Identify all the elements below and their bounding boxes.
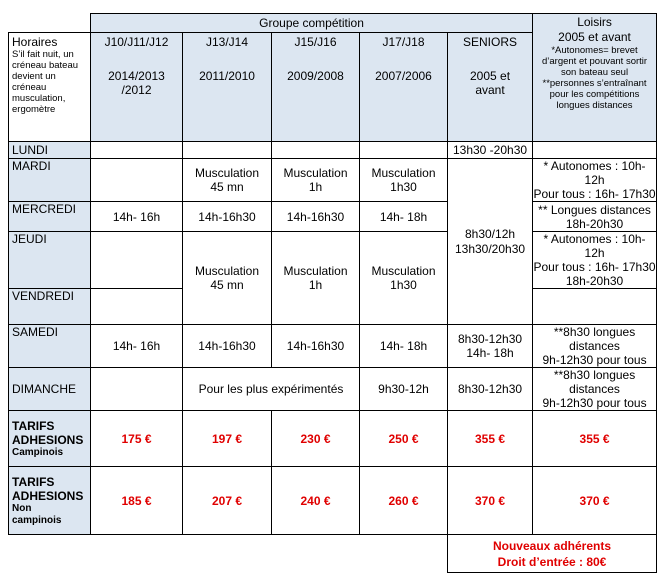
col-header-j13	[183, 33, 272, 142]
day-samedi: SAMEDI	[9, 325, 91, 368]
price-campinois-j15: 230 €	[272, 411, 360, 467]
mer-j13: 14h-16h30	[183, 202, 272, 232]
price-campinois-seniors: 355 €	[448, 411, 533, 467]
price-non-campinois-j10: 185 €	[91, 467, 183, 535]
day-vendredi: VENDREDI	[9, 289, 91, 325]
tarif-label: TARIFS	[12, 418, 55, 433]
empty	[360, 535, 448, 573]
lundi-seniors: 13h30 -20h30	[448, 142, 533, 159]
seniors-week	[448, 159, 533, 325]
loisirs-line: Pour tous : 16h- 17h30	[533, 260, 656, 274]
loisirs-line: Pour tous : 16h- 17h30	[533, 187, 656, 201]
price-campinois-j13: 197 €	[183, 411, 272, 467]
mer-j15: 14h-16h30	[272, 202, 360, 232]
muscu-label: Musculation	[283, 264, 348, 278]
cell	[183, 142, 272, 159]
jeu-ven-j13-muscu	[183, 232, 272, 325]
price-non-campinois-j13: 207 €	[183, 467, 272, 535]
dim-experts: Pour les plus expérimentés	[183, 368, 360, 411]
col-years: 2005 et	[469, 69, 511, 83]
empty-corner	[9, 14, 91, 33]
day-mercredi: MERCREDI	[9, 202, 91, 232]
sam-seniors	[448, 325, 533, 368]
price-campinois-loisirs: 355 €	[533, 411, 657, 467]
tarif-campinois-label	[9, 411, 91, 467]
loisirs-line: * Autonomes : 10h- 12h	[543, 232, 646, 260]
col-years: 2007/2006	[375, 69, 432, 83]
jeu-ven-j15-muscu	[272, 232, 360, 325]
cell	[91, 289, 183, 325]
jeu-ven-j17-muscu	[360, 232, 448, 325]
loisirs-subtitle: 2005 et avant	[558, 30, 631, 44]
col-years: 2014/2013	[108, 69, 165, 83]
jeudi-loisirs	[533, 232, 657, 289]
cell	[91, 142, 183, 159]
col-cat: J15/J16	[294, 35, 337, 49]
price-non-campinois-j17: 260 €	[360, 467, 448, 535]
loisirs-line: **8h30 longues distances	[553, 325, 636, 353]
col-years: 2011/2010	[199, 69, 255, 83]
sam-loisirs	[533, 325, 657, 368]
new-members-fee	[448, 535, 657, 573]
mer-j17: 14h- 18h	[360, 202, 448, 232]
empty	[91, 535, 183, 573]
sam-j17: 14h- 18h	[360, 325, 448, 368]
tarif-sublabel: Non	[12, 502, 32, 514]
loisirs-note-autonomes: *Autonomes= brevet d’argent et pouvant sortir son bateau seul	[541, 45, 648, 78]
col-header-seniors	[448, 33, 533, 142]
muscu-label: Musculation	[371, 264, 436, 278]
empty	[272, 535, 360, 573]
loisirs-line: 9h-12h30 pour tous	[542, 396, 647, 410]
seniors-line: 14h- 18h	[466, 346, 514, 360]
mardi-j17-muscu	[360, 159, 448, 202]
tarif-non-campinois-label	[9, 467, 91, 535]
loisirs-line: * Autonomes : 10h- 12h	[543, 159, 646, 187]
col-header-j15	[272, 33, 360, 142]
loisirs-line: ** Longues distances	[538, 202, 651, 217]
cell	[533, 289, 657, 325]
col-years-2: avant	[475, 83, 505, 97]
mer-loisirs	[533, 202, 657, 232]
loisirs-line: **8h30 longues distances	[553, 368, 636, 396]
muscu-label: Musculation	[283, 166, 348, 180]
price-campinois-j17: 250 €	[360, 411, 448, 467]
loisirs-header	[533, 14, 657, 142]
loisirs-title: Loisirs	[577, 15, 612, 29]
col-cat: SENIORS	[463, 35, 518, 49]
sam-j13: 14h-16h30	[183, 325, 272, 368]
sam-j15: 14h-16h30	[272, 325, 360, 368]
empty	[183, 535, 272, 573]
col-years-2: /2012	[121, 83, 152, 97]
seniors-afternoon: 13h30/20h30	[454, 241, 526, 256]
mardi-j15-muscu	[272, 159, 360, 202]
loisirs-line: 9h-12h30 pour tous	[542, 353, 647, 367]
new-members-title: Nouveaux adhérents	[492, 538, 612, 553]
cell	[91, 368, 183, 411]
day-dimanche: DIMANCHE	[9, 368, 91, 411]
seniors-line: 8h30-12h30	[457, 332, 523, 346]
empty	[9, 535, 91, 573]
mardi-loisirs	[533, 159, 657, 202]
tarif-label: TARIFS	[12, 474, 55, 489]
dim-seniors: 8h30-12h30	[448, 368, 533, 411]
dim-j17: 9h30-12h	[360, 368, 448, 411]
sam-j10: 14h- 16h	[91, 325, 183, 368]
loisirs-line: 18h-20h30	[565, 274, 624, 288]
price-campinois-j10: 175 €	[91, 411, 183, 467]
horaires-header	[9, 33, 91, 142]
cell	[533, 142, 657, 159]
price-non-campinois-j15: 240 €	[272, 467, 360, 535]
muscu-label: Musculation	[194, 166, 260, 180]
loisirs-note-longues: **personnes s’entraînant pour les compétitions longues distances	[542, 78, 647, 111]
muscu-label: Musculation	[371, 166, 436, 180]
loisirs-line: 18h-20h30	[565, 216, 624, 231]
col-header-j17	[360, 33, 448, 142]
day-jeudi: JEUDI	[9, 232, 91, 289]
cell	[91, 159, 183, 202]
muscu-duration: 45 mn	[210, 278, 244, 292]
tarif-sublabel: campinois	[12, 514, 62, 526]
tarif-sublabel: Campinois	[12, 446, 64, 458]
cell	[272, 142, 360, 159]
group-competition-header: Groupe compétition	[91, 14, 533, 33]
dim-loisirs	[533, 368, 657, 411]
muscu-duration: 1h	[308, 278, 323, 292]
day-lundi: LUNDI	[9, 142, 91, 159]
entry-fee: Droit d’entrée : 80€	[497, 554, 607, 569]
muscu-duration: 45 mn	[210, 180, 244, 194]
horaires-note: S’il fait nuit, un créneau bateau devient un créneau musculation, ergomètre	[12, 49, 79, 115]
horaires-title: Horaires	[12, 35, 58, 49]
col-cat: J17/J18	[382, 35, 425, 49]
price-non-campinois-loisirs: 370 €	[533, 467, 657, 535]
tarif-label: ADHESIONS	[12, 488, 84, 503]
mer-j10: 14h- 16h	[91, 202, 183, 232]
col-years: 2009/2008	[287, 69, 344, 83]
mardi-j13-muscu	[183, 159, 272, 202]
cell	[360, 142, 448, 159]
cell	[91, 232, 183, 289]
tarif-label: ADHESIONS	[12, 432, 84, 447]
schedule-table	[8, 13, 657, 573]
day-mardi: MARDI	[9, 159, 91, 202]
muscu-duration: 1h30	[390, 278, 417, 292]
muscu-label: Musculation	[194, 264, 260, 278]
price-non-campinois-seniors: 370 €	[448, 467, 533, 535]
col-cat: J13/J14	[205, 35, 249, 49]
seniors-morning: 8h30/12h	[464, 226, 516, 241]
col-header-j10	[91, 33, 183, 142]
col-cat: J10/J11/J12	[104, 35, 169, 49]
muscu-duration: 1h	[308, 180, 323, 194]
muscu-duration: 1h30	[390, 180, 417, 194]
